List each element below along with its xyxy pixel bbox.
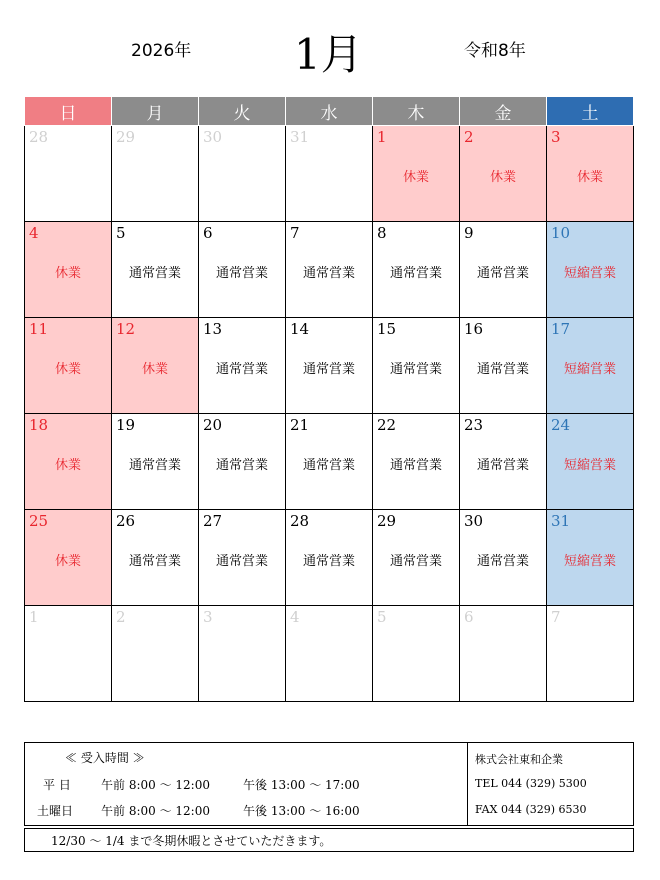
day-number: 8 xyxy=(377,224,387,242)
day-status: 休業 xyxy=(54,458,81,473)
day-status: 休業 xyxy=(402,170,429,185)
calendar-day-cell xyxy=(373,606,460,702)
calendar-week-row xyxy=(25,126,634,222)
day-number: 6 xyxy=(464,608,474,626)
day-status: 通常営業 xyxy=(302,554,355,569)
day-status: 通常営業 xyxy=(476,362,529,377)
calendar-day-cell xyxy=(460,510,547,606)
day-status: 通常営業 xyxy=(476,266,529,281)
calendar-day-cell xyxy=(373,318,460,414)
calendar-day-cell xyxy=(25,414,112,510)
weekday-saturday: 土 xyxy=(547,97,634,126)
calendar-header xyxy=(0,0,660,96)
calendar-day-cell xyxy=(199,222,286,318)
day-status: 通常営業 xyxy=(128,554,181,569)
year-western: 2026年 xyxy=(131,41,192,61)
company-fax: FAX 044 (329) 6530 xyxy=(475,803,587,816)
calendar-day-cell xyxy=(547,318,634,414)
calendar-day-cell xyxy=(373,222,460,318)
year-japanese: 令和8年 xyxy=(464,41,526,61)
day-number: 29 xyxy=(377,512,397,530)
weekday-hours-label: 平 日 xyxy=(43,778,71,792)
calendar-week-row xyxy=(25,222,634,318)
day-number: 7 xyxy=(551,608,561,626)
day-status: 通常営業 xyxy=(476,554,529,569)
day-number: 1 xyxy=(377,128,387,146)
calendar-day-cell xyxy=(286,606,373,702)
day-number: 5 xyxy=(377,608,387,626)
day-number: 1 xyxy=(29,608,39,626)
info-divider xyxy=(467,743,468,825)
day-status: 短縮営業 xyxy=(563,362,616,377)
day-number: 28 xyxy=(290,512,310,530)
weekday-friday: 金 xyxy=(460,97,547,126)
day-number: 2 xyxy=(116,608,126,626)
day-number: 24 xyxy=(551,416,571,434)
day-number: 10 xyxy=(551,224,571,242)
weekday-tuesday: 火 xyxy=(199,97,286,126)
day-number: 20 xyxy=(203,416,223,434)
calendar-day-cell xyxy=(460,318,547,414)
day-status: 通常営業 xyxy=(215,266,268,281)
day-number: 30 xyxy=(464,512,484,530)
day-number: 5 xyxy=(116,224,126,242)
calendar-day-cell xyxy=(460,414,547,510)
calendar-day-cell xyxy=(547,510,634,606)
calendar-day-cell xyxy=(373,126,460,222)
holiday-notice-text: 12/30 ～ 1/4 まで冬期休暇とさせていただきます。 xyxy=(51,834,332,848)
day-status: 通常営業 xyxy=(302,458,355,473)
day-status: 通常営業 xyxy=(215,458,268,473)
day-status: 通常営業 xyxy=(389,458,442,473)
company-name: 株式会社東和企業 xyxy=(475,753,563,766)
day-status: 通常営業 xyxy=(128,458,181,473)
calendar-day-cell xyxy=(460,606,547,702)
day-status: 通常営業 xyxy=(389,362,442,377)
saturday-afternoon-hours: 午後 13:00 ～ 16:00 xyxy=(243,804,360,818)
calendar-day-cell xyxy=(460,222,547,318)
day-number: 23 xyxy=(464,416,484,434)
day-number: 22 xyxy=(377,416,397,434)
day-number: 9 xyxy=(464,224,474,242)
weekday-sunday: 日 xyxy=(25,97,112,126)
day-number: 11 xyxy=(29,320,49,338)
day-number: 6 xyxy=(203,224,213,242)
day-status: 休業 xyxy=(54,554,81,569)
day-status: 通常営業 xyxy=(128,266,181,281)
saturday-hours-label: 土曜日 xyxy=(37,804,74,818)
day-number: 18 xyxy=(29,416,49,434)
day-number: 4 xyxy=(290,608,300,626)
calendar-day-cell xyxy=(112,222,199,318)
day-number: 3 xyxy=(203,608,213,626)
day-number: 28 xyxy=(29,128,49,146)
calendar-week-row xyxy=(25,510,634,606)
company-tel: TEL 044 (329) 5300 xyxy=(475,777,587,790)
calendar-day-cell xyxy=(199,318,286,414)
calendar-day-cell xyxy=(547,126,634,222)
calendar-day-cell xyxy=(286,510,373,606)
day-status: 休業 xyxy=(54,362,81,377)
day-number: 4 xyxy=(29,224,39,242)
day-number: 3 xyxy=(551,128,561,146)
calendar-day-cell xyxy=(112,510,199,606)
calendar-day-cell xyxy=(547,606,634,702)
weekday-morning-hours: 午前 8:00 ～ 12:00 xyxy=(101,778,210,792)
calendar-day-cell xyxy=(373,414,460,510)
day-number: 31 xyxy=(551,512,571,530)
day-number: 12 xyxy=(116,320,136,338)
calendar-day-cell xyxy=(112,126,199,222)
calendar-day-cell xyxy=(25,606,112,702)
weekday-header-row xyxy=(25,97,634,126)
weekday-wednesday: 水 xyxy=(286,97,373,126)
calendar-week-row xyxy=(25,606,634,702)
day-status: 通常営業 xyxy=(215,554,268,569)
calendar-day-cell xyxy=(25,318,112,414)
saturday-morning-hours: 午前 8:00 ～ 12:00 xyxy=(101,804,210,818)
weekday-afternoon-hours: 午後 13:00 ～ 17:00 xyxy=(243,778,360,792)
day-status: 短縮営業 xyxy=(563,266,616,281)
month-title: 1月 xyxy=(294,30,363,79)
reception-info-box xyxy=(24,742,634,826)
day-status: 通常営業 xyxy=(302,266,355,281)
weekday-thursday: 木 xyxy=(373,97,460,126)
day-status: 通常営業 xyxy=(389,266,442,281)
calendar-day-cell xyxy=(286,126,373,222)
calendar-day-cell xyxy=(199,606,286,702)
calendar-week-row xyxy=(25,318,634,414)
day-number: 21 xyxy=(290,416,310,434)
calendar-day-cell xyxy=(199,510,286,606)
day-number: 7 xyxy=(290,224,300,242)
holiday-notice-box xyxy=(24,828,634,852)
calendar-week-row xyxy=(25,414,634,510)
calendar-day-cell xyxy=(460,126,547,222)
day-status: 休業 xyxy=(489,170,516,185)
day-status: 休業 xyxy=(141,362,168,377)
day-status: 短縮営業 xyxy=(563,458,616,473)
day-number: 15 xyxy=(377,320,397,338)
calendar-grid xyxy=(24,96,634,702)
calendar-day-cell xyxy=(25,126,112,222)
calendar-day-cell xyxy=(199,126,286,222)
day-number: 25 xyxy=(29,512,49,530)
day-number: 17 xyxy=(551,320,571,338)
calendar-day-cell xyxy=(286,414,373,510)
day-number: 31 xyxy=(290,128,310,146)
calendar-day-cell xyxy=(112,414,199,510)
calendar-day-cell xyxy=(547,222,634,318)
day-number: 29 xyxy=(116,128,136,146)
calendar-day-cell xyxy=(547,414,634,510)
day-number: 27 xyxy=(203,512,223,530)
day-status: 通常営業 xyxy=(215,362,268,377)
calendar-day-cell xyxy=(286,222,373,318)
day-status: 休業 xyxy=(576,170,603,185)
day-status: 通常営業 xyxy=(302,362,355,377)
day-status: 短縮営業 xyxy=(563,554,616,569)
day-status: 通常営業 xyxy=(476,458,529,473)
day-number: 14 xyxy=(290,320,310,338)
calendar-day-cell xyxy=(286,318,373,414)
day-number: 26 xyxy=(116,512,136,530)
day-number: 16 xyxy=(464,320,484,338)
calendar-day-cell xyxy=(112,318,199,414)
day-status: 休業 xyxy=(54,266,81,281)
day-number: 13 xyxy=(203,320,223,338)
day-number: 2 xyxy=(464,128,474,146)
calendar-day-cell xyxy=(112,606,199,702)
reception-hours-title: ≪ 受入時間 ≫ xyxy=(65,751,145,765)
calendar-day-cell xyxy=(25,222,112,318)
weekday-monday: 月 xyxy=(112,97,199,126)
calendar-day-cell xyxy=(373,510,460,606)
calendar-day-cell xyxy=(199,414,286,510)
day-number: 30 xyxy=(203,128,223,146)
day-number: 19 xyxy=(116,416,136,434)
calendar-day-cell xyxy=(25,510,112,606)
day-status: 通常営業 xyxy=(389,554,442,569)
